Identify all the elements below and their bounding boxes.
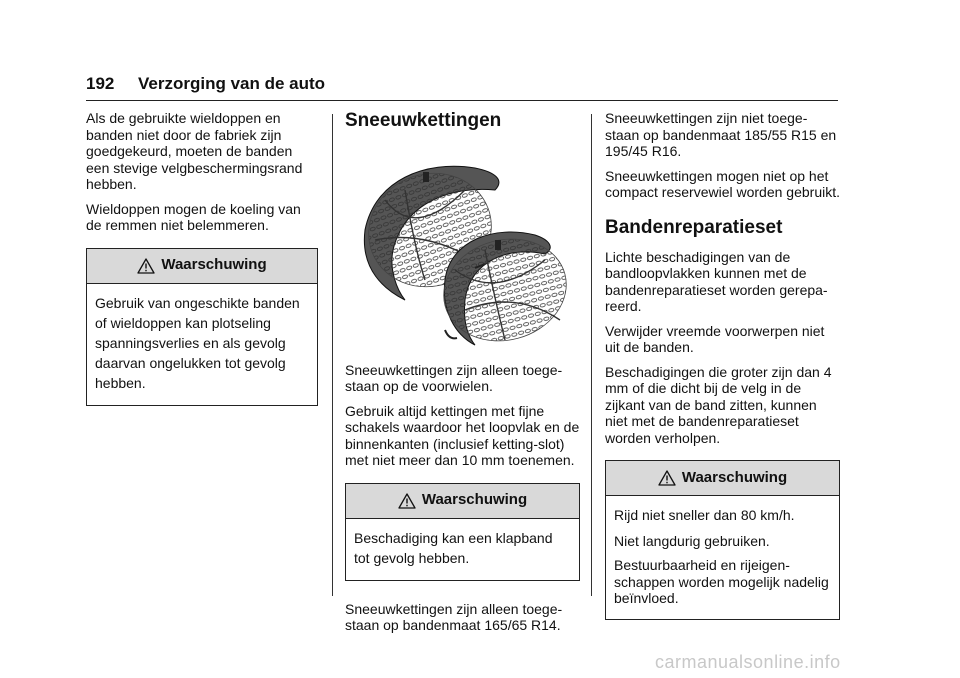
warning-text: Gebruik van ongeschikte banden of wieldoppen kan plotseling spanningsverlies en als gevolg daarvan ongelukken tot gevolg hebben. xyxy=(95,294,300,391)
warning-icon xyxy=(398,493,416,509)
warning-line: Bestuurbaarheid en rijeigen-schappen worden mogelijk nadelig beïnvloed. xyxy=(614,557,829,606)
section-heading: Sneeuwkettingen xyxy=(345,110,502,131)
page-header xyxy=(86,74,325,94)
warning-body xyxy=(87,284,317,405)
paragraph: Als de gebruikte wieldoppen en banden niet door de fabriek zijn goedgekeurd, moeten de banden een stevige velgbeschermingsrand hebben. xyxy=(86,110,303,192)
paragraph: Sneeuwkettingen zijn alleen toege-staan op de voorwielen. xyxy=(345,361,563,394)
warning-box xyxy=(605,460,840,620)
warning-header xyxy=(87,249,317,284)
page-number: 192 xyxy=(86,74,115,93)
warning-body xyxy=(346,519,579,580)
column-divider-2 xyxy=(591,114,592,596)
warning-line: Niet langdurig gebruiken. xyxy=(614,533,770,549)
warning-header xyxy=(606,461,839,496)
warning-box xyxy=(345,483,580,581)
column-1 xyxy=(86,110,318,406)
warning-icon xyxy=(137,258,155,274)
section-title: Verzorging van de auto xyxy=(138,74,326,93)
watermark: carmanualsonline.info xyxy=(655,652,841,672)
warning-title: Waarschuwing xyxy=(421,491,528,509)
paragraph: Gebruik altijd kettingen met fijne schakels waardoor het loopvlak en de binnenkanten (inclusief ketting-slot) met niet meer dan 10 mm toenemen. xyxy=(345,402,580,468)
warning-line: Rijd niet sneller dan 80 km/h. xyxy=(614,507,795,523)
paragraph: Lichte beschadigingen van de bandloopvlakken kunnen met de bandenreparatieset worden gerepa-reerd. xyxy=(605,248,828,314)
column-divider-1 xyxy=(332,114,333,596)
warning-box xyxy=(86,248,318,406)
paragraph: Sneeuwkettingen mogen niet op het compact reservewiel worden gebruikt. xyxy=(605,167,840,200)
warning-header xyxy=(346,484,579,519)
header-rule xyxy=(86,100,838,101)
column-2 xyxy=(345,110,580,642)
paragraph: Sneeuwkettingen zijn alleen toege-staan op bandenmaat 165/65 R14. xyxy=(345,600,563,633)
warning-text: Beschadiging kan een klapband tot gevolg hebben. xyxy=(354,529,553,566)
snow-chains-illustration xyxy=(345,150,577,350)
section-heading: Bandenreparatieset xyxy=(605,216,783,238)
paragraph: Beschadigingen die groter zijn dan 4 mm of die dicht bij de velg in de zijkant van de band zitten, kunnen niet met de bandenreparatieset worden verholpen. xyxy=(605,363,832,446)
warning-body xyxy=(606,496,839,619)
warning-title: Waarschuwing xyxy=(161,256,267,274)
warning-icon xyxy=(658,470,676,486)
paragraph: Verwijder vreemde voorwerpen niet uit de banden. xyxy=(605,322,825,355)
paragraph: Wieldoppen mogen de koeling van de remmen niet belemmeren. xyxy=(86,200,301,233)
column-3 xyxy=(605,110,840,620)
warning-title: Waarschuwing xyxy=(681,468,788,486)
paragraph: Sneeuwkettingen zijn niet toege-staan op bandenmaat 185/55 R15 en 195/45 R16. xyxy=(605,110,837,159)
